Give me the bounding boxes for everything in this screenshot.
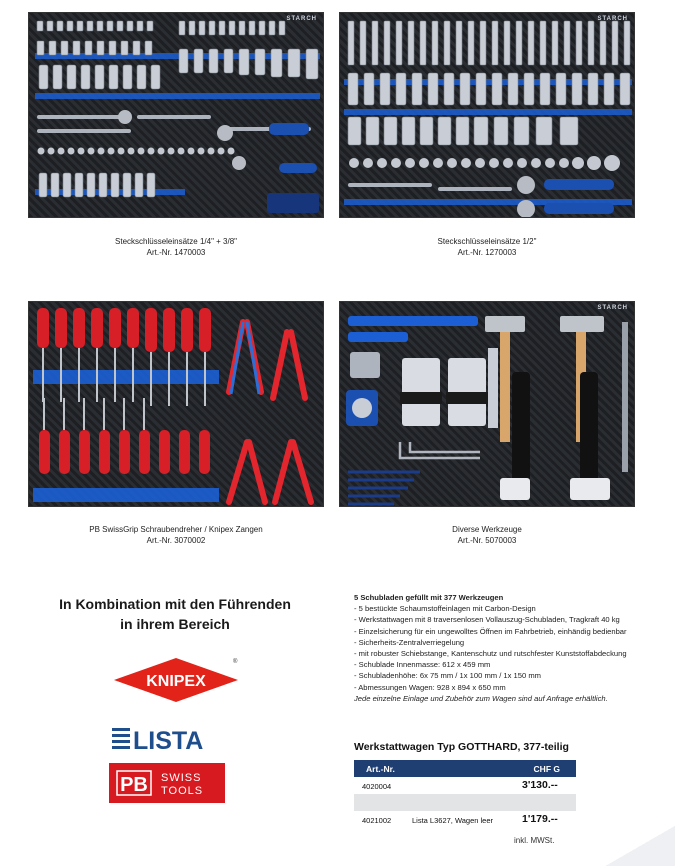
table-row xyxy=(354,777,576,794)
tray-1-caption xyxy=(28,236,324,258)
tray-1-title: Steckschlüsseleinsätze 1/4" + 3/8" xyxy=(115,237,237,246)
spec-title: 5 Schubladen gefüllt mit 377 Werkzeugen xyxy=(354,593,504,602)
table-row xyxy=(354,794,576,811)
tray-2-caption xyxy=(339,236,635,258)
page-corner-decoration xyxy=(600,820,675,866)
tray-2-title: Steckschlüsseleinsätze 1/2" xyxy=(437,237,537,246)
pb-swiss-tools-logo xyxy=(109,763,225,803)
tray-brand-label: STARCH xyxy=(597,16,628,22)
row-price: 3'130.-- xyxy=(522,779,558,791)
combination-heading-line-2: in ihrem Bereich xyxy=(120,616,230,632)
tray-3-caption xyxy=(28,524,324,546)
knipex-logo-text: KNIPEX xyxy=(146,673,206,690)
spec-item: - Schubladenhöhe: 6x 75 mm / 1x 100 mm / 1x 150 mm xyxy=(354,671,541,681)
tray-2-artnr: Art.-Nr. 1270003 xyxy=(457,248,517,257)
column-header-art-nr: Art.-Nr. xyxy=(366,764,395,774)
price-table-header xyxy=(354,760,576,777)
tray-brand-label: STARCH xyxy=(286,16,317,22)
spec-item: - 5 bestückte Schaumstoffeinlagen mit Carbon-Design xyxy=(354,604,536,614)
column-header-price: CHF G xyxy=(533,764,560,774)
lista-logo xyxy=(111,724,241,752)
pb-logo-mark: PB xyxy=(120,774,148,796)
spec-item: - Sicherheits-Zentralverriegelung xyxy=(354,637,465,647)
spec-list xyxy=(354,603,654,693)
price-table xyxy=(354,760,576,828)
spec-note: Jede einzelne Einlage und Zubehör zum Wagen sind auf Anfrage erhältlich. xyxy=(354,693,608,703)
spec-item: - Werkstattwagen mit 8 traversenlosen Vollauszug-Schubladen, Tragkraft 40 kg xyxy=(354,615,620,625)
tray-4-artnr: Art.-Nr. 5070003 xyxy=(457,536,517,545)
tray-photo-various-tools xyxy=(339,301,635,507)
vat-note: inkl. MWSt. xyxy=(514,836,555,845)
tray-4-title: Diverse Werkzeuge xyxy=(452,525,522,534)
svg-text:®: ® xyxy=(233,659,238,665)
tray-photo-sockets-half xyxy=(339,12,635,218)
pb-logo-swiss: SWISS xyxy=(161,772,202,784)
lista-logo-text: LISTA xyxy=(133,727,204,752)
spec-item: - Abmessungen Wagen: 928 x 894 x 650 mm xyxy=(354,682,506,692)
row-art-nr: 4020004 xyxy=(362,782,392,791)
tray-3-title: PB SwissGrip Schraubendreher / Knipex Zangen xyxy=(89,525,263,534)
tray-1-illustration xyxy=(29,13,324,218)
combination-heading xyxy=(40,594,310,634)
spec-item: - Einzelsicherung für ein ungewolltes Öffnen im Fahrbetrieb, einhändig bedienbar xyxy=(354,626,627,636)
knipex-logo xyxy=(112,656,240,704)
tray-brand-label: STARCH xyxy=(597,305,628,311)
row-description: Lista L3627, Wagen leer xyxy=(412,816,494,825)
combination-heading-line-1: In Kombination mit den Führenden xyxy=(59,596,291,612)
spec-item: - Schublade Innenmasse: 612 x 459 mm xyxy=(354,660,491,670)
tray-3-illustration xyxy=(29,302,324,507)
pb-logo-tools: TOOLS xyxy=(161,785,204,797)
spec-item: - mit robuster Schiebstange, Kantenschutz und rutschfester Kunststoffabdeckung xyxy=(354,649,627,659)
tray-2-illustration xyxy=(340,13,635,218)
row-art-nr: 4021002 xyxy=(362,816,392,825)
tray-4-illustration xyxy=(340,302,635,507)
cart-specifications xyxy=(354,592,654,704)
cart-title: Werkstattwagen Typ GOTTHARD, 377-teilig xyxy=(354,741,569,753)
tray-photo-screwdrivers-pliers xyxy=(28,301,324,507)
tray-3-artnr: Art.-Nr. 3070002 xyxy=(146,536,206,545)
tray-1-artnr: Art.-Nr. 1470003 xyxy=(146,248,206,257)
tray-4-caption xyxy=(339,524,635,546)
tray-photo-sockets-quarter-three-eighths xyxy=(28,12,324,218)
row-price: 1'179.-- xyxy=(522,813,558,825)
table-row xyxy=(354,811,576,828)
